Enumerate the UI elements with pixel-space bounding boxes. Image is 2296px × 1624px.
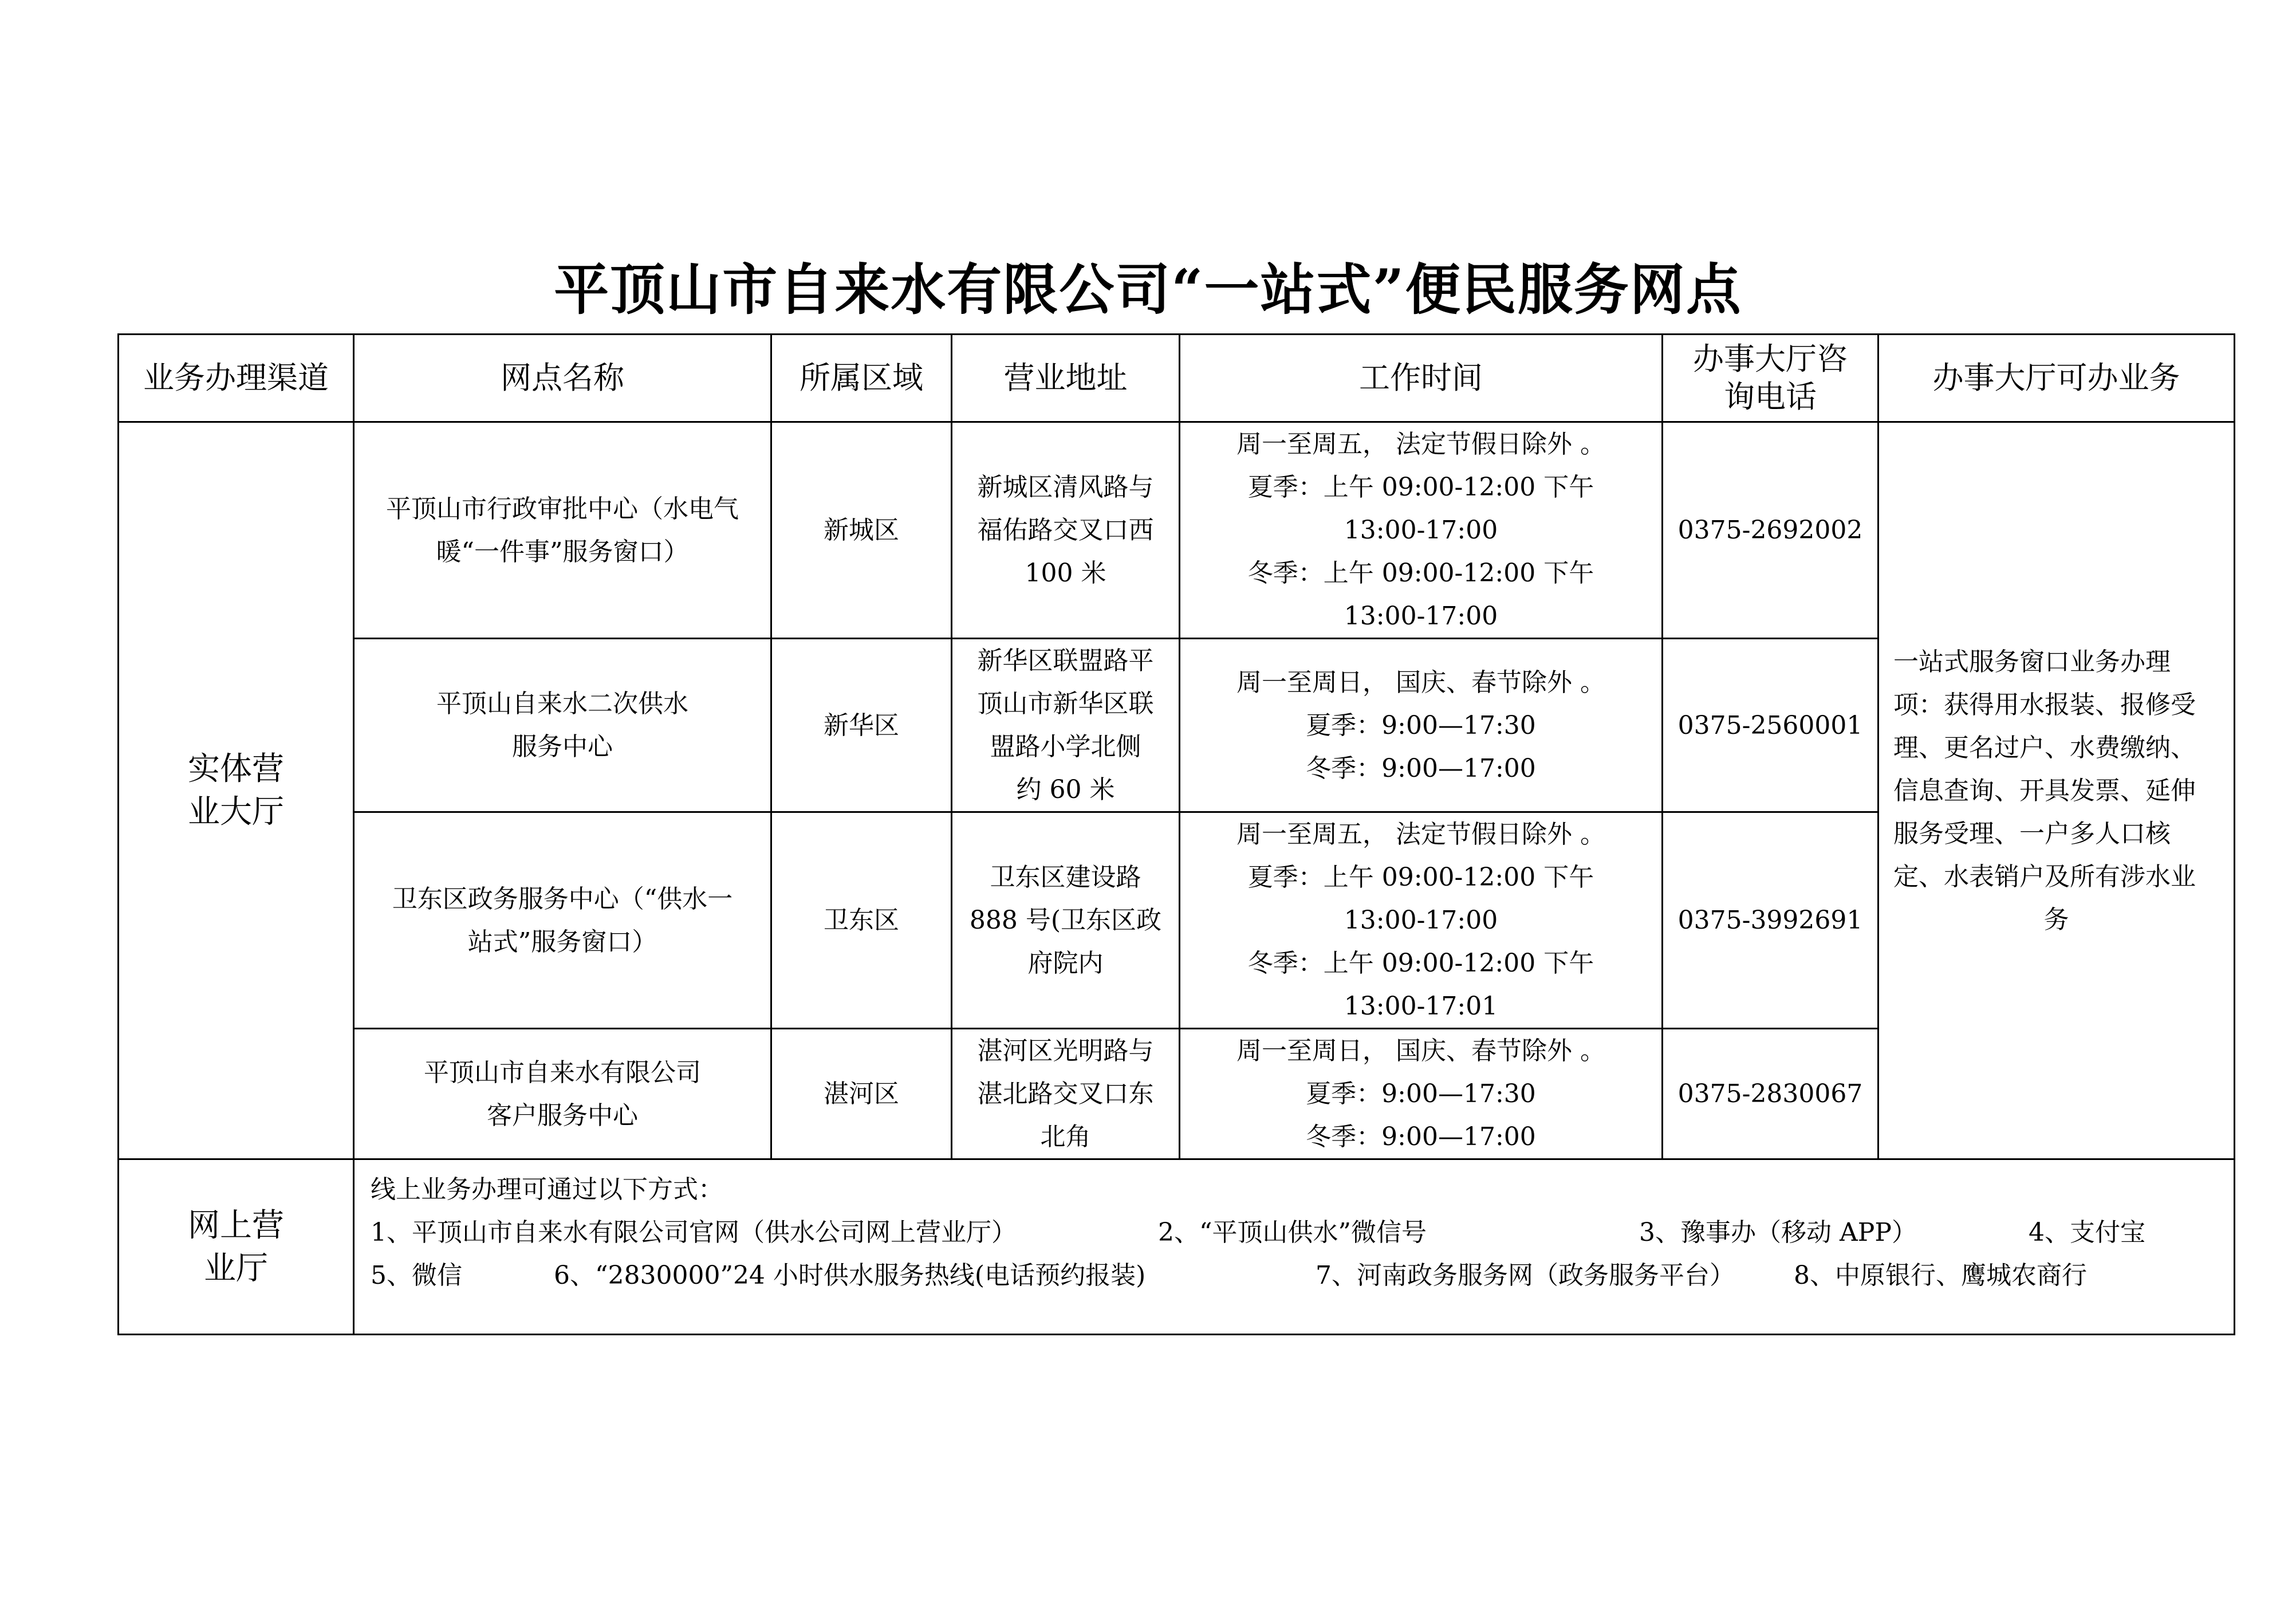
online-methods-line-1 <box>371 1211 2218 1254</box>
services-line: 定、水表销户及所有涉水业 <box>1893 862 2196 891</box>
online-methods <box>354 1159 2235 1335</box>
outlet-name-line: 服务中心 <box>512 732 613 761</box>
header-phone <box>1663 335 1878 422</box>
hours-line: 周一至周日， 国庆、春节除外 。 <box>1236 667 1605 697</box>
channel-physical <box>119 422 354 1159</box>
online-method: 1、平顶山市自来水有限公司官网（供水公司网上营业厅） <box>371 1218 1017 1247</box>
outlet-address <box>952 812 1180 1029</box>
address-line: 北角 <box>1040 1122 1091 1151</box>
services-line: 信息查询、开具发票、延伸 <box>1893 776 2196 805</box>
services-line: 理、更名过户、水费缴纳、 <box>1893 733 2196 762</box>
table-row <box>119 422 2235 639</box>
header-address: 营业地址 <box>952 335 1180 422</box>
services-line: 项：获得用水报装、报修受 <box>1893 690 2196 719</box>
online-method: 4、支付宝 <box>2029 1218 2145 1247</box>
hours-line: 夏季：上午 09:00-12:00 下午 <box>1247 473 1594 502</box>
header-district: 所属区域 <box>771 335 952 422</box>
services-line: 服务受理、一户多人口核 <box>1893 819 2171 848</box>
hours-line: 周一至周日， 国庆、春节除外 。 <box>1236 1036 1605 1065</box>
address-line: 888 号(卫东区政 <box>969 906 1162 935</box>
header-hours: 工作时间 <box>1180 335 1663 422</box>
channel-online <box>119 1159 354 1335</box>
outlet-hours <box>1180 422 1663 639</box>
hours-line: 冬季：9:00—17:00 <box>1306 753 1536 783</box>
outlet-phone: 0375-3992691 <box>1663 812 1878 1029</box>
outlet-address <box>952 422 1180 639</box>
hours-line: 13:00-17:00 <box>1344 601 1498 631</box>
hours-line: 13:00-17:00 <box>1344 516 1498 545</box>
address-line: 新城区清风路与 <box>977 473 1154 502</box>
address-line: 卫东区建设路 <box>990 863 1141 892</box>
hours-line: 冬季：上午 09:00-12:00 下午 <box>1247 559 1594 588</box>
outlet-name-line: 平顶山市自来水有限公司 <box>424 1057 701 1087</box>
online-method: 8、中原银行、鹰城农商行 <box>1794 1261 2087 1290</box>
hours-line: 冬季：上午 09:00-12:00 下午 <box>1247 949 1594 978</box>
outlet-hours <box>1180 639 1663 812</box>
online-method: 6、“2830000”24 小时供水服务热线(电话预约报装) <box>554 1261 1146 1290</box>
outlet-district: 新城区 <box>771 422 952 639</box>
outlet-address <box>952 1029 1180 1159</box>
online-row <box>119 1159 2235 1335</box>
address-line: 湛河区光明路与 <box>977 1036 1154 1065</box>
outlet-name-line: 平顶山自来水二次供水 <box>436 689 688 718</box>
header-phone-line: 办事大厅咨 <box>1693 341 1848 377</box>
outlet-name-line: 暖“一件事”服务窗口） <box>436 537 689 567</box>
services-description <box>1878 422 2235 1159</box>
address-line: 约 60 米 <box>1016 775 1115 804</box>
services-line: 务 <box>2043 905 2069 934</box>
channel-label-line: 网上营 <box>188 1206 284 1244</box>
address-line: 盟路小学北侧 <box>990 732 1141 761</box>
hours-line: 13:00-17:00 <box>1344 906 1498 935</box>
hours-line: 冬季：9:00—17:00 <box>1306 1122 1536 1151</box>
channel-label-line: 业厅 <box>204 1249 268 1287</box>
outlet-hours <box>1180 1029 1663 1159</box>
address-line: 顶山市新华区联 <box>977 689 1154 718</box>
hours-line: 13:00-17:01 <box>1344 992 1498 1021</box>
online-methods-line-2 <box>371 1254 2218 1297</box>
outlet-address <box>952 639 1180 812</box>
hours-line: 夏季：9:00—17:30 <box>1306 710 1536 740</box>
hours-line: 夏季：9:00—17:30 <box>1306 1079 1536 1108</box>
header-outlet-name: 网点名称 <box>354 335 771 422</box>
outlet-name <box>354 639 771 812</box>
channel-label-line: 实体营 <box>188 750 284 788</box>
address-line: 湛北路交叉口东 <box>977 1079 1154 1108</box>
online-intro: 线上业务办理可通过以下方式： <box>371 1175 723 1204</box>
outlet-name-line: 站式”服务窗口） <box>467 927 657 957</box>
hours-line: 周一至周五， 法定节假日除外 。 <box>1236 820 1605 849</box>
outlet-name <box>354 812 771 1029</box>
header-services: 办事大厅可办业务 <box>1878 335 2235 422</box>
outlet-name-line: 卫东区政务服务中心（“供水一 <box>392 884 733 914</box>
outlet-name-line: 客户服务中心 <box>487 1100 638 1130</box>
outlet-phone: 0375-2560001 <box>1663 639 1878 812</box>
address-line: 100 米 <box>1025 559 1106 588</box>
outlet-name <box>354 422 771 639</box>
page-title: 平顶山市自来水有限公司“一站式”便民服务网点 <box>554 257 1742 322</box>
outlet-hours <box>1180 812 1663 1029</box>
online-method: 7、河南政务服务网（政务服务平台） <box>1316 1261 1735 1290</box>
address-line: 新华区联盟路平 <box>977 646 1154 675</box>
outlet-district: 新华区 <box>771 639 952 812</box>
outlet-phone: 0375-2692002 <box>1663 422 1878 639</box>
outlet-phone: 0375-2830067 <box>1663 1029 1878 1159</box>
online-method: 5、微信 <box>371 1261 462 1290</box>
address-line: 福佑路交叉口西 <box>977 516 1154 545</box>
hours-line: 夏季：上午 09:00-12:00 下午 <box>1247 863 1594 892</box>
header-phone-line: 询电话 <box>1724 379 1817 415</box>
online-method: 3、豫事办（移动 APP） <box>1639 1218 1917 1247</box>
channel-label-line: 业大厅 <box>188 793 284 831</box>
outlet-name <box>354 1029 771 1159</box>
outlet-name-line: 平顶山市行政审批中心（水电气 <box>386 494 739 524</box>
outlet-district: 湛河区 <box>771 1029 952 1159</box>
outlet-district: 卫东区 <box>771 812 952 1029</box>
address-line: 府院内 <box>1027 949 1104 978</box>
hours-line: 周一至周五， 法定节假日除外 。 <box>1236 430 1605 459</box>
header-row <box>119 335 2235 422</box>
header-channel: 业务办理渠道 <box>119 335 354 422</box>
service-outlets-table <box>117 333 2235 1335</box>
online-method: 2、“平顶山供水”微信号 <box>1158 1218 1427 1247</box>
services-line: 一站式服务窗口业务办理 <box>1893 647 2171 677</box>
